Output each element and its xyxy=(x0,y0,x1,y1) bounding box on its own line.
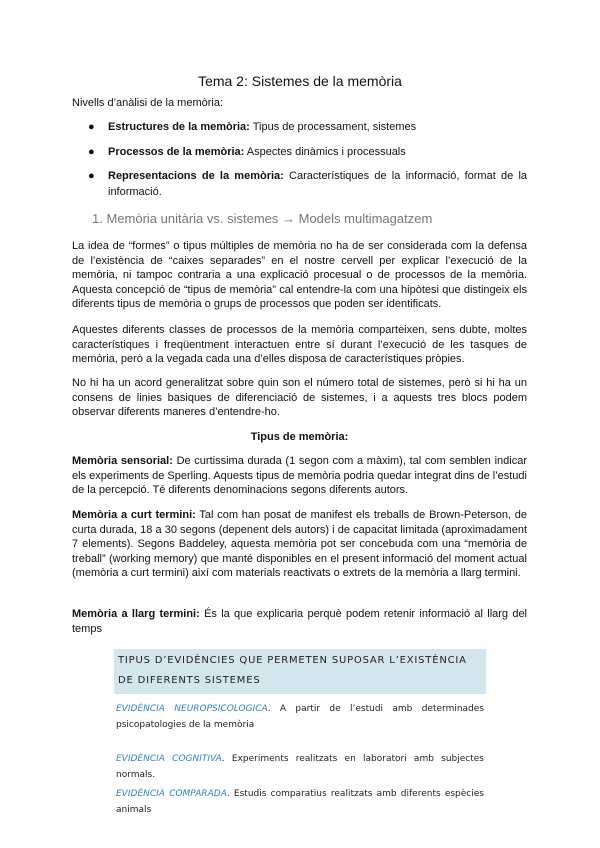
bullet-icon: ● xyxy=(88,170,95,182)
bullet-bold: Processos de la memòria: xyxy=(108,146,245,158)
bullet-text: Característiques de la informació, format de la informació. xyxy=(108,170,528,198)
memory-type xyxy=(72,454,527,498)
type-text: De curtissima durada (1 segon com a màxim), tal com semblen indicar els experiments de Sperling. Aquests tipus de memòria podria quedar integrat dins de l’estudi de la percepció. Té diferents denominacions segons diferents autors. xyxy=(72,455,527,497)
bullet-text: Aspectes dinàmics i processuals xyxy=(244,146,406,158)
evidence-text: . A partir de l’estudi amb determinades psicopatologies de la memòria xyxy=(116,704,484,730)
box-title: TIPUS D’EVIDÈNCIES QUE PERMETEN SUPOSAR L’EXISTÈNCIA DE DIFERENTS SISTEMES xyxy=(118,655,467,686)
paragraph: La idea de “formes” o tipus múltiples de memòria no ha de ser considerada com la defensa de l’existència de “caixes separades” en el nostre cervell per explicar l’execució de la memòria, ni tampoc contraria a una explicació procesual o de processos de la memòria. Aquesta concepció de “tipus de memòria” cal entendre-la com una hipòtesi que distingeix els diferents tipus de memòria o grups de processos que poden ser identificats. xyxy=(72,240,527,311)
evidence-box-header xyxy=(114,649,486,694)
bullet-item xyxy=(88,120,527,136)
type-text: Tal com han posat de manifest els treballs de Brown-Peterson, de curta durada, 18 a 30 segons (depenent dels autors) i de capacitat limitada (aproximadament 7 elements). Segons Baddeley, aquesta memòria pot ser concebuda com una “memòria de treball” (working memory) que manté disponibles en el present informació del moment actual (memòria a curt termini) així com materials reactivats o extrets de la memòria a llarg termini. xyxy=(72,509,528,580)
evidence-item xyxy=(116,701,484,733)
evidence-text: . Estudis comparatius realitzats amb diferents espècies animals xyxy=(116,789,484,815)
evidence-text: . Experiments realitzats en laboratori amb subjectes normals. xyxy=(116,754,485,780)
page-title: Tema 2: Sistemes de la memòria xyxy=(198,73,402,89)
bullet-icon: ● xyxy=(88,121,95,133)
evidence-label: EVIDÈNCIA COMPARADA xyxy=(116,789,227,799)
type-label: Memòria a curt termini: xyxy=(72,509,196,521)
evidence-label: EVIDÈNCIA COGNITIVA xyxy=(116,754,222,764)
paragraph: No hi ha un acord generalitzat sobre quin son el número total de sistemes, però si hi ha un consens de linies basiques de diferenciació de sistemes, i a aquests tres blocs podem observar diferents maneres d’entendre-ho. xyxy=(72,377,527,419)
types-heading: Tipus de memòria: xyxy=(250,431,349,443)
evidence-label: EVIDÈNCIA NEUROPSICOLOGICA xyxy=(116,704,268,714)
evidence-item xyxy=(116,786,484,818)
memory-type xyxy=(72,607,527,636)
paragraph: Aquestes diferents classes de processos de la memòria comparteixen, sens dubte, moltes característiques i freqüentment interactuen entre sí durant l’execució de les tasques de memòria, però a la vegada cada una d’elles disposa de característiques pròpies. xyxy=(72,324,527,366)
type-text: És la que explicaria perquè podem retenir informació al llarg del temps xyxy=(72,608,528,635)
bullet-item xyxy=(88,169,527,200)
evidence-item xyxy=(116,751,484,783)
section-heading: 1. Memòria unitària vs. sistemes → Models multimagatzem xyxy=(92,211,433,226)
bullet-bold: Representacions de la memòria: xyxy=(108,170,284,182)
type-label: Memòria sensorial: xyxy=(72,455,173,467)
memory-type xyxy=(72,508,527,581)
bullet-bold: Estructures de la memòria: xyxy=(108,121,250,133)
type-label: Memòria a llarg termini: xyxy=(72,608,200,620)
intro-text: Nivells d’anàlisi de la memòria: xyxy=(72,97,224,109)
bullet-icon: ● xyxy=(88,146,95,158)
bullet-text: Tipus de processament, sistemes xyxy=(249,121,417,133)
bullet-item xyxy=(88,145,527,161)
